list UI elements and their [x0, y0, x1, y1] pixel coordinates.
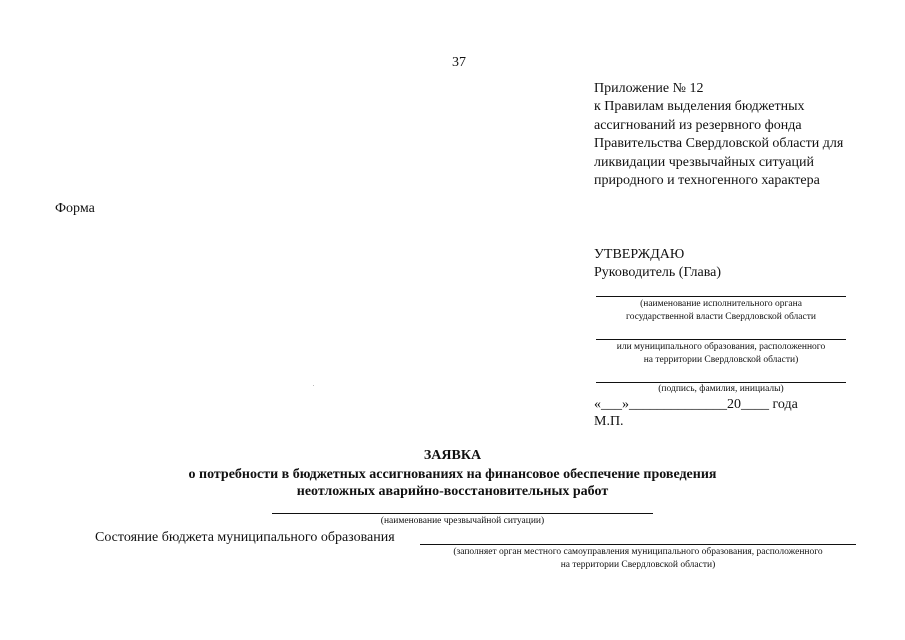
appendix-line: ликвидации чрезвычайных ситуаций [594, 154, 814, 170]
appendix-line: ассигнований из резервного фонда [594, 117, 802, 133]
caption-text: или муниципального образования, расположенного [616, 342, 826, 352]
caption-text: государственной власти Свердловской области [626, 312, 816, 322]
caption-text: (заполняет орган местного самоуправления муниципального образования, расположенного [453, 547, 823, 557]
caption-text: (наименование исполнительного органа [640, 299, 802, 309]
form-label: Форма [55, 201, 95, 216]
appendix-block [594, 80, 894, 190]
appendix-line: к Правилам выделения бюджетных [594, 99, 805, 115]
appendix-line: Правительства Свердловской области для [594, 136, 844, 152]
appendix-line: Приложение № 12 [594, 81, 704, 96]
caption-municipal [596, 341, 846, 367]
approver-title: Руководитель (Глава) [594, 265, 722, 280]
document-subtitle-line: о потребности в бюджетных ассигнованиях на финансовое обеспечение проведения [188, 467, 717, 482]
caption-org [596, 298, 846, 324]
document-title: ЗАЯВКА [423, 448, 482, 463]
caption-text: на территории Свердловской области) [643, 355, 799, 365]
date-line: «___»______________20____ года [594, 397, 798, 412]
document-subtitle-line: неотложных аварийно-восстановительных работ [296, 484, 609, 499]
caption-budget-state [420, 546, 856, 572]
fill-line-budget-state [420, 544, 856, 545]
budget-state-label: Состояние бюджета муниципального образования [95, 530, 395, 545]
fill-line-municipal [596, 339, 846, 340]
fill-line-org [596, 296, 846, 297]
approve-heading: УТВЕРЖДАЮ [594, 247, 685, 262]
fill-line-emergency [272, 513, 653, 514]
appendix-line: природного и техногенного характера [594, 173, 820, 189]
approval-block [594, 246, 721, 282]
caption-emergency: (наименование чрезвычайной ситуации) [380, 516, 545, 526]
scan-speck [313, 385, 314, 386]
stamp-place: М.П. [594, 414, 624, 429]
caption-signature: (подпись, фамилия, инициалы) [658, 384, 784, 394]
page-number: 37 [452, 55, 466, 70]
caption-text: на территории Свердловской области) [560, 560, 716, 570]
